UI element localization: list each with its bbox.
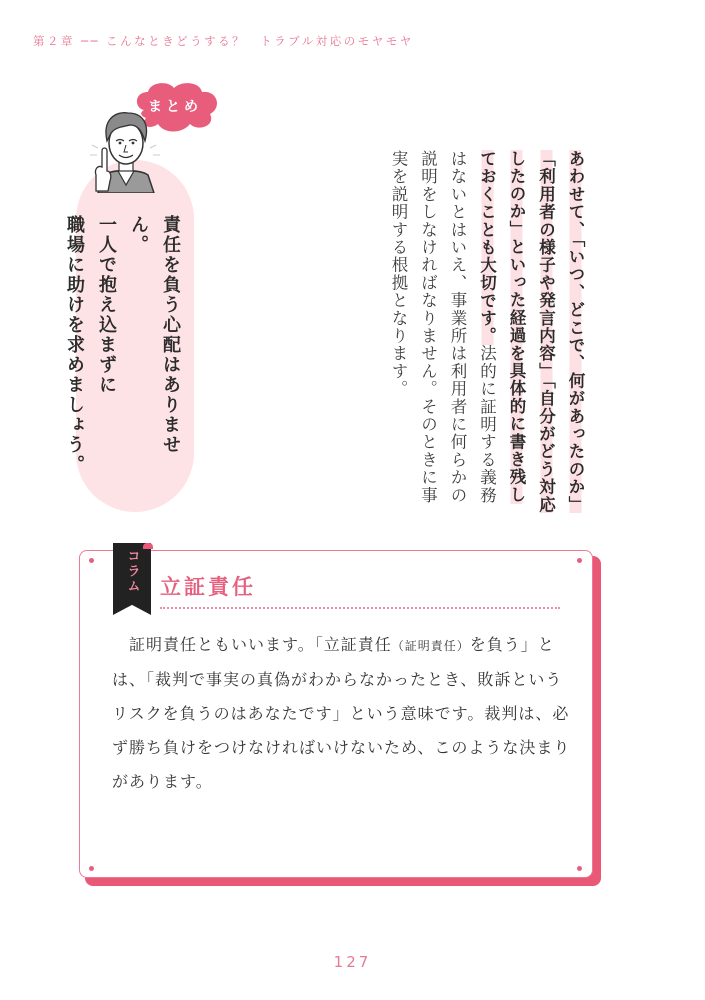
column-ribbon-label: コラム xyxy=(124,549,140,594)
column-body-part: を負う」とは、「裁判で事実の真偽がわからなかったとき、敗訴というリスクを負うのはあなたです」という意味です。裁判は、必ず勝ち負けをつけなければいけないため、このような決まりがあります。 xyxy=(112,635,571,791)
character-illustration-icon xyxy=(86,105,166,193)
column-body-small: （証明責任） xyxy=(391,639,470,653)
body-line: え、事業所は利用者に何らかの説明をしなければ xyxy=(418,150,467,505)
highlighted-line: あわせて、「いつ、どこで、何があったのか」 xyxy=(566,150,585,514)
summary-line: 責任を負う心配はありません。 xyxy=(128,215,181,455)
column-body xyxy=(112,628,572,799)
column-title: 立証責任 xyxy=(160,575,256,599)
summary-line: 一人で抱え込まずに xyxy=(96,215,117,395)
highlighted-line: とも大切です。 xyxy=(477,220,497,345)
body-line: なりません。そのときに事実を説明する根拠とな xyxy=(389,150,438,505)
page-number: 127 xyxy=(333,953,372,971)
summary-bubble-label: まとめ xyxy=(148,99,202,115)
column-body-part: 証明責任ともいいます。「立証責任 xyxy=(112,635,392,654)
corner-dot-icon xyxy=(577,558,582,563)
running-head: 第２章 ── こんなときどうする？ トラブル対応のモヤモヤ xyxy=(33,34,414,48)
dotted-divider xyxy=(160,607,560,609)
summary-line: 職場に助けを求めましょう。 xyxy=(64,215,85,475)
corner-dot-icon xyxy=(577,866,582,871)
highlighted-line: 「利用者の様子や発言内容」「自分がどう対応した xyxy=(507,150,556,514)
corner-dot-icon xyxy=(89,866,94,871)
highlighted-line: のか」といった経過を具体的に書き残しておくこ xyxy=(477,150,526,505)
main-body-text xyxy=(360,150,590,520)
corner-dot-icon xyxy=(89,558,94,563)
body-line: ります。 xyxy=(389,327,408,398)
body-line: 法的に証明する義務はないとはい xyxy=(448,150,497,505)
summary-text xyxy=(64,215,186,485)
